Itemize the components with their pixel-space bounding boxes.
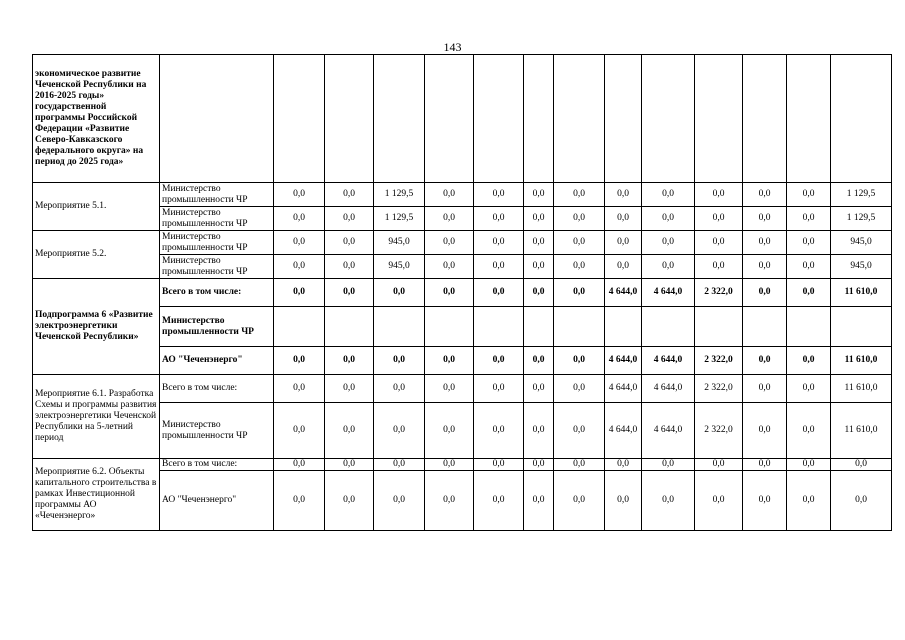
value-cell: 0,0 [325,471,374,531]
value-cell: 4 644,0 [642,403,695,459]
value-cell: 2 322,0 [695,403,743,459]
value-cell: 0,0 [274,459,325,471]
executor-cell: АО "Чеченэнерго" [160,471,274,531]
value-cell: 0,0 [605,459,642,471]
value-cell: 4 644,0 [642,347,695,375]
value-cell: 0,0 [787,183,831,207]
value-cell: 0,0 [524,279,554,307]
row-name-p6: Подпрограмма 6 «Развитие электроэнергетики Чеченской Республики» [33,279,160,375]
value-cell: 0,0 [374,279,425,307]
value-cell: 2 322,0 [695,279,743,307]
value-cell: 0,0 [695,231,743,255]
table-row [33,471,892,531]
value-cell: 0,0 [605,207,642,231]
value-cell: 0,0 [425,207,474,231]
value-cell: 0,0 [425,375,474,403]
value-cell: 945,0 [374,255,425,279]
value-cell: 0,0 [554,347,605,375]
value-cell: 0,0 [605,471,642,531]
value-cell: 0,0 [524,347,554,375]
value-cell: 0,0 [695,207,743,231]
value-cell: 0,0 [554,459,605,471]
executor-cell: Министерство промышленности ЧР [160,207,274,231]
value-cell [524,307,554,347]
value-cell: 0,0 [743,471,787,531]
value-cell: 4 644,0 [642,279,695,307]
value-cell: 0,0 [554,403,605,459]
table-row [33,207,892,231]
value-cell: 0,0 [425,471,474,531]
table-row [33,231,892,255]
table-row [33,403,892,459]
value-cell: 11 610,0 [831,375,892,403]
row-name-m51: Мероприятие 5.1. [33,183,160,231]
value-cell: 0,0 [274,347,325,375]
value-cell: 0,0 [274,403,325,459]
value-cell: 0,0 [642,255,695,279]
value-cell: 0,0 [554,207,605,231]
value-cell: 0,0 [743,255,787,279]
value-cell: 0,0 [743,403,787,459]
value-cell: 0,0 [743,279,787,307]
value-cell: 11 610,0 [831,279,892,307]
table-row [33,279,892,307]
value-cell: 0,0 [554,375,605,403]
value-cell: 0,0 [474,279,524,307]
value-cell: 0,0 [787,471,831,531]
value-cell: 0,0 [474,231,524,255]
value-cell: 4 644,0 [605,279,642,307]
table-row [33,459,892,471]
value-cell: 0,0 [743,459,787,471]
value-cell: 0,0 [605,183,642,207]
value-cell: 0,0 [743,231,787,255]
executor-cell: Министерство промышленности ЧР [160,403,274,459]
value-cell [605,307,642,347]
value-cell: 0,0 [524,207,554,231]
value-cell: 0,0 [642,459,695,471]
value-cell: 0,0 [474,255,524,279]
value-cell: 0,0 [605,255,642,279]
value-cell: 0,0 [374,403,425,459]
table-row [33,307,892,347]
value-cell: 0,0 [743,347,787,375]
value-cell: 0,0 [524,471,554,531]
value-cell: 4 644,0 [605,375,642,403]
value-cell: 0,0 [695,255,743,279]
value-cell: 11 610,0 [831,403,892,459]
value-cell: 945,0 [831,255,892,279]
value-cell: 0,0 [787,207,831,231]
executor-cell: Министерство промышленности ЧР [160,255,274,279]
value-cell: 0,0 [274,471,325,531]
table-row [33,347,892,375]
value-cell: 0,0 [425,231,474,255]
value-cell: 4 644,0 [605,347,642,375]
value-cell: 0,0 [374,347,425,375]
value-cell: 0,0 [695,459,743,471]
value-cell: 0,0 [274,207,325,231]
value-cell: 11 610,0 [831,347,892,375]
value-cell: 0,0 [274,375,325,403]
value-cell: 0,0 [743,207,787,231]
value-cell: 0,0 [831,471,892,531]
value-cell: 2 322,0 [695,375,743,403]
value-cell: 0,0 [374,459,425,471]
value-cell: 0,0 [787,231,831,255]
value-cell: 0,0 [474,183,524,207]
value-cell: 1 129,5 [831,183,892,207]
value-cell: 0,0 [787,459,831,471]
value-cell: 0,0 [274,279,325,307]
row-name-intro: экономическое развитие Чеченской Республики на 2016-2025 годы» государственной программы Российской Федерации «Развитие Северо-Кавказского федерального округа» на период до 2025 года» [33,55,160,183]
table-row [33,55,892,183]
value-cell: 0,0 [274,231,325,255]
value-cell: 0,0 [474,207,524,231]
value-cell: 0,0 [554,231,605,255]
value-cell: 0,0 [474,459,524,471]
value-cell [425,307,474,347]
row-name-m52: Мероприятие 5.2. [33,231,160,279]
value-cell: 0,0 [524,459,554,471]
value-cell: 0,0 [695,183,743,207]
value-cell [787,307,831,347]
value-cell: 0,0 [474,375,524,403]
value-cell: 0,0 [695,471,743,531]
value-cell [554,307,605,347]
executor-cell: Министерство промышленности ЧР [160,231,274,255]
value-cell: 0,0 [325,255,374,279]
value-cell [831,307,892,347]
value-cell: 1 129,5 [831,207,892,231]
value-cell: 945,0 [831,231,892,255]
executor-cell: Министерство промышленности ЧР [160,183,274,207]
value-cell: 0,0 [425,255,474,279]
table-row [33,375,892,403]
table-row [33,255,892,279]
value-cell: 0,0 [325,459,374,471]
value-cell: 0,0 [524,375,554,403]
value-cell [474,307,524,347]
value-cell: 0,0 [524,255,554,279]
value-cell: 0,0 [425,403,474,459]
value-cell: 0,0 [325,279,374,307]
value-cell: 0,0 [524,183,554,207]
value-cell: 0,0 [787,279,831,307]
value-cell: 2 322,0 [695,347,743,375]
value-cell: 0,0 [605,231,642,255]
value-cell: 4 644,0 [642,375,695,403]
value-cell: 0,0 [642,471,695,531]
value-cell: 0,0 [374,471,425,531]
executor-cell: Всего в том числе: [160,279,274,307]
value-cell [743,307,787,347]
row-name-m62: Мероприятие 6.2. Объекты капитального строительства в рамках Инвестиционной программы АО «Чеченэнерго» [33,459,160,531]
value-cell: 0,0 [425,347,474,375]
value-cell: 0,0 [787,347,831,375]
value-cell: 0,0 [325,403,374,459]
value-cell: 0,0 [274,255,325,279]
value-cell: 0,0 [374,375,425,403]
value-cell: 0,0 [554,183,605,207]
table-row [33,183,892,207]
value-cell: 0,0 [325,231,374,255]
value-cell: 0,0 [474,471,524,531]
value-cell: 0,0 [425,459,474,471]
value-cell: 0,0 [787,255,831,279]
executor-cell: Всего в том числе: [160,375,274,403]
executor-cell: Всего в том числе: [160,459,274,471]
budget-table [32,54,892,531]
row-name-m61: Мероприятие 6.1. Разработка Схемы и программы развития электроэнергетики Чеченской Республики на 5-летний период [33,375,160,459]
value-cell: 0,0 [325,207,374,231]
value-cell: 0,0 [524,231,554,255]
value-cell: 0,0 [787,375,831,403]
value-cell: 1 129,5 [374,183,425,207]
value-cell: 0,0 [524,403,554,459]
value-cell: 4 644,0 [605,403,642,459]
value-cell [642,307,695,347]
value-cell [274,307,325,347]
value-cell: 0,0 [274,183,325,207]
value-cell: 0,0 [325,183,374,207]
value-cell: 0,0 [743,183,787,207]
value-cell: 0,0 [325,347,374,375]
value-cell: 0,0 [642,231,695,255]
value-cell: 0,0 [831,459,892,471]
value-cell: 0,0 [743,375,787,403]
value-cell: 0,0 [425,279,474,307]
value-cell: 1 129,5 [374,207,425,231]
executor-cell: Министерство промышленности ЧР [160,307,274,347]
value-cell: 0,0 [642,207,695,231]
value-cell: 0,0 [642,183,695,207]
value-cell: 0,0 [554,471,605,531]
page-number: 143 [443,40,462,54]
value-cell: 0,0 [474,347,524,375]
value-cell [374,307,425,347]
value-cell: 0,0 [474,403,524,459]
value-cell: 0,0 [787,403,831,459]
value-cell [695,307,743,347]
value-cell [325,307,374,347]
executor-cell: АО "Чеченэнерго" [160,347,274,375]
value-cell: 0,0 [554,255,605,279]
value-cell: 945,0 [374,231,425,255]
value-cell: 0,0 [425,183,474,207]
value-cell: 0,0 [554,279,605,307]
value-cell: 0,0 [325,375,374,403]
